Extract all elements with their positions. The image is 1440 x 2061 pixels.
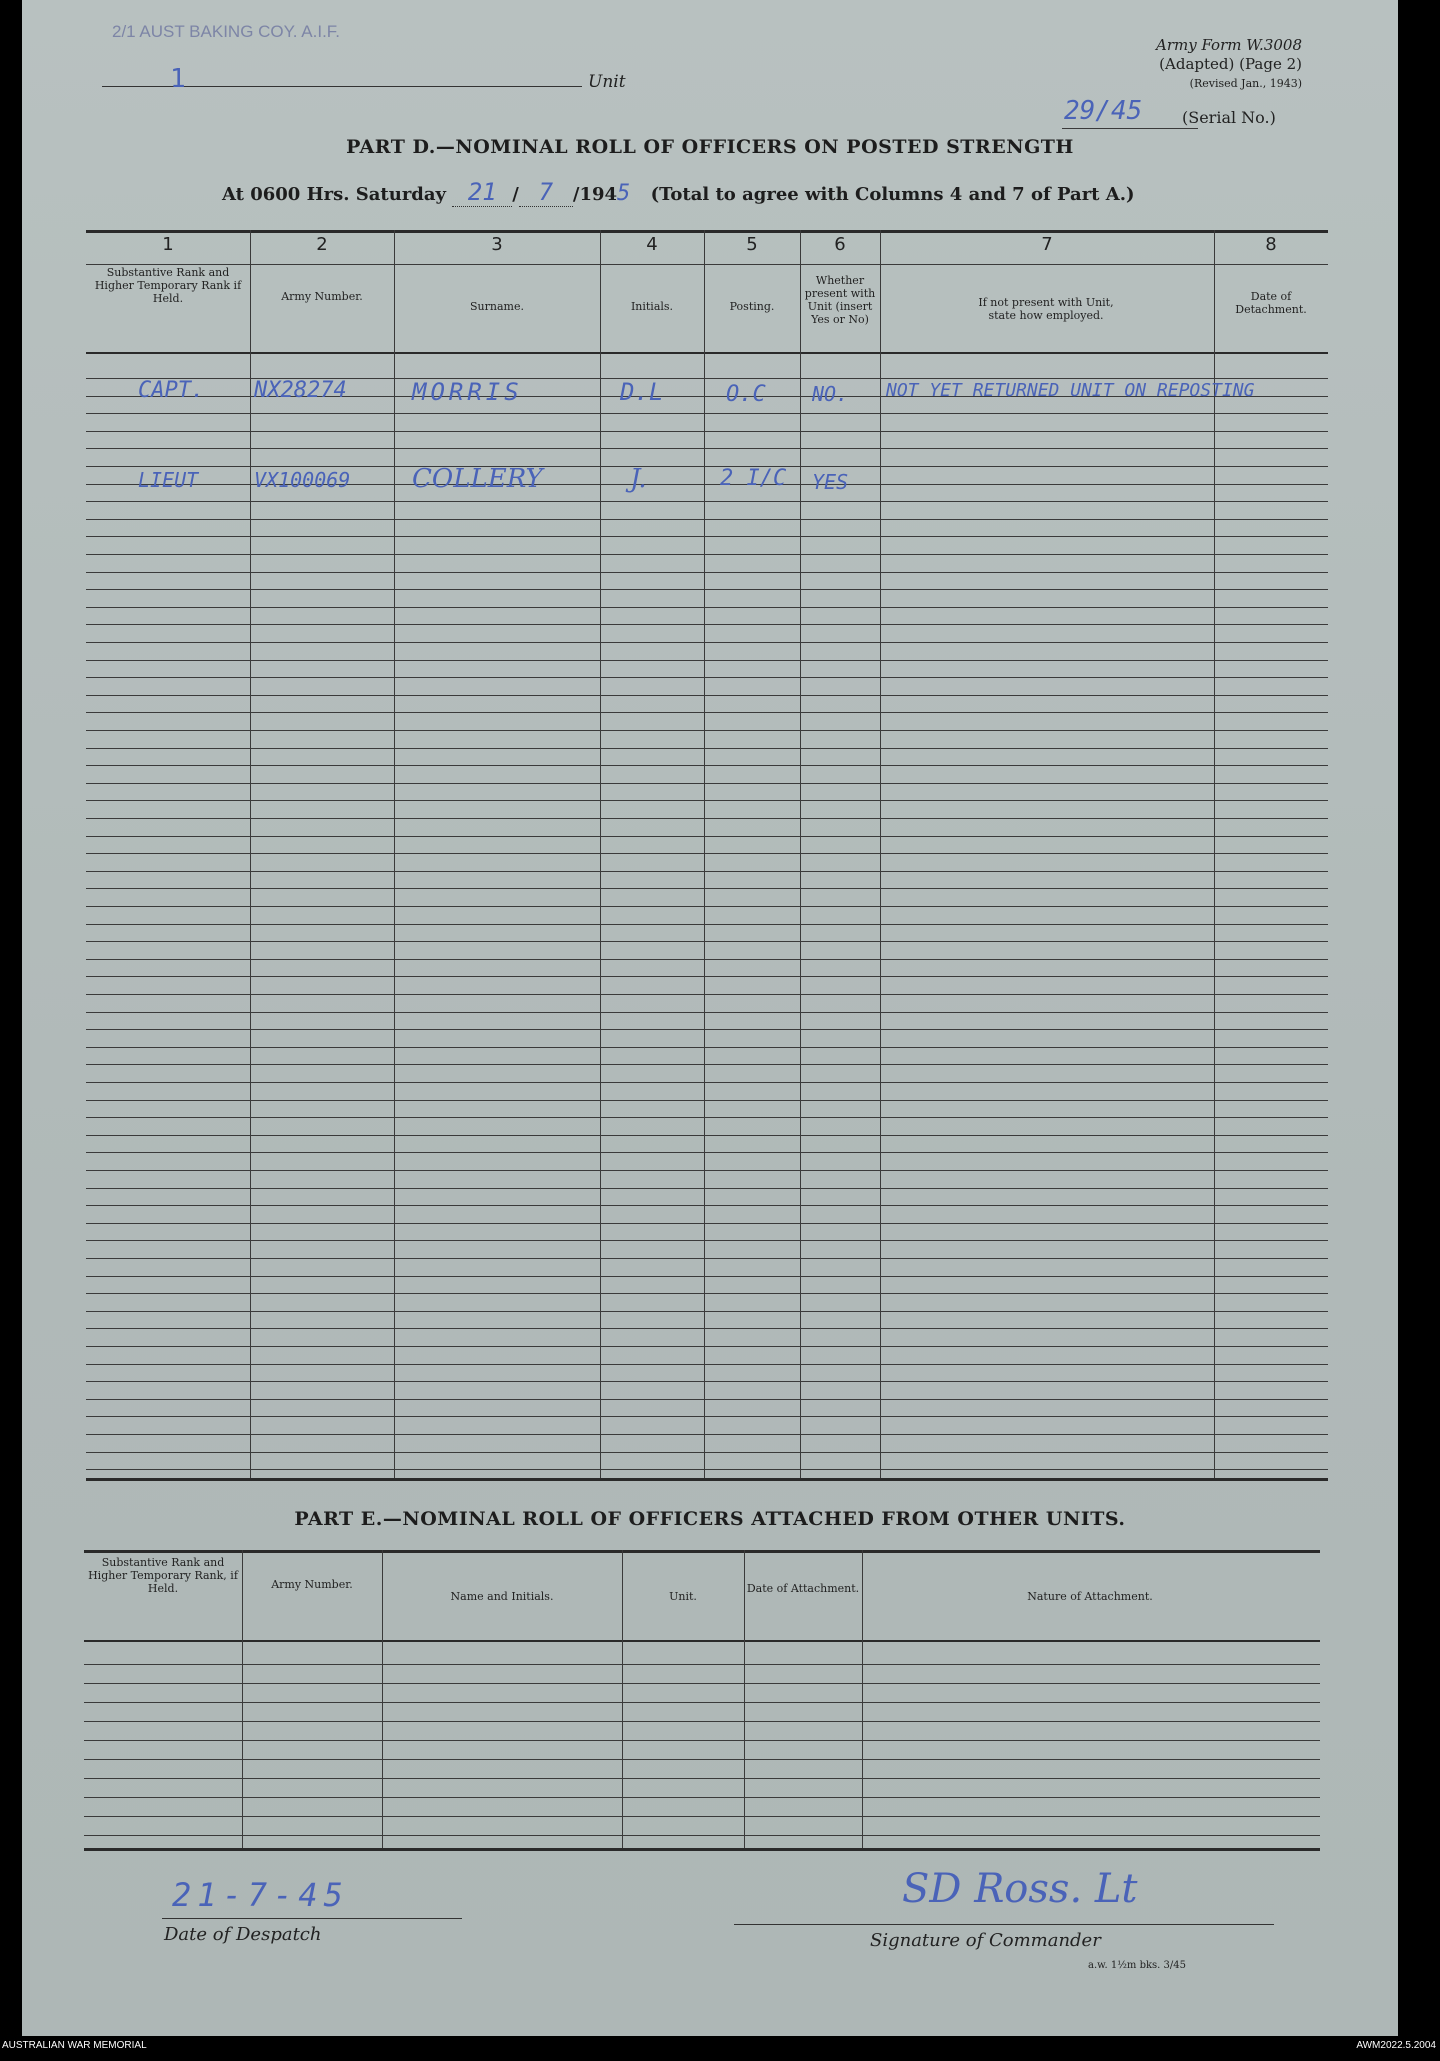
part-e-header-unit: Unit. — [669, 1590, 697, 1603]
column-number-4: 4 — [646, 234, 658, 255]
ruled-line — [86, 730, 1328, 731]
row-2-present: YES — [812, 470, 849, 494]
ruled-line — [84, 1759, 1320, 1760]
ruled-line — [86, 1469, 1328, 1470]
ruled-line — [84, 1721, 1320, 1722]
ruled-line — [86, 1170, 1328, 1171]
ruled-line — [86, 1188, 1328, 1189]
ruled-line — [86, 448, 1328, 449]
row-2-surname: COLLERY — [412, 464, 543, 494]
row-1-army-number: NX28274 — [254, 378, 347, 403]
part-e-top-border — [84, 1550, 1320, 1553]
ruled-line — [86, 1434, 1328, 1435]
ruled-line — [86, 431, 1328, 432]
ruled-line — [86, 976, 1328, 977]
unit-stamp: 2/1 AUST BAKING COY. A.I.F. — [112, 22, 341, 41]
part-e-header-date: Date of Attachment. — [746, 1582, 860, 1595]
header-bottom-border — [86, 352, 1328, 354]
ruled-line — [86, 1293, 1328, 1294]
part-e-header-army-number: Army Number. — [271, 1578, 353, 1591]
column-number-1: 1 — [162, 234, 174, 255]
ruled-line — [84, 1835, 1320, 1836]
ruled-line — [86, 1364, 1328, 1365]
column-divider — [862, 1550, 863, 1850]
date-day: 21 — [452, 178, 512, 207]
row-2-initials: J. — [630, 464, 647, 494]
form-page — [22, 0, 1398, 2036]
ruled-line — [86, 748, 1328, 749]
row-2-rank: LIEUT — [138, 468, 199, 492]
column-number-5: 5 — [746, 234, 758, 255]
header-rank: Substantive Rank and Higher Temporary Rank if Held. — [94, 266, 242, 305]
ruled-line — [86, 1029, 1328, 1030]
serial-number-value: 29/45 — [1064, 96, 1143, 126]
ruled-line — [84, 1664, 1320, 1665]
row-2-posting: 2 I/C — [720, 466, 787, 491]
row-1-initials: D.L — [620, 378, 664, 406]
ruled-line — [86, 871, 1328, 872]
column-number-7: 7 — [1041, 234, 1053, 255]
part-e-header-nature: Nature of Attachment. — [1027, 1590, 1153, 1603]
ruled-line — [86, 607, 1328, 608]
ruled-line — [86, 783, 1328, 784]
part-d-title: PART D.—NOMINAL ROLL OF OFFICERS ON POSTED STRENGTH — [346, 136, 1074, 158]
header-detachment: Date of Detachment. — [1235, 290, 1307, 316]
ruled-line — [86, 624, 1328, 625]
ruled-line — [86, 1047, 1328, 1048]
ruled-line — [84, 1702, 1320, 1703]
row-1-employed: NOT YET RETURNED UNIT ON REPOSTING — [886, 380, 1255, 401]
column-divider — [622, 1550, 623, 1850]
ruled-line — [86, 660, 1328, 661]
print-note: a.w. 1½m bks. 3/45 — [1088, 1960, 1186, 1971]
ruled-line — [86, 1452, 1328, 1453]
ruled-line — [86, 1276, 1328, 1277]
signature-underline — [734, 1924, 1274, 1925]
archive-caption-left: AUSTRALIAN WAR MEMORIAL — [2, 2040, 147, 2051]
table-top-border — [86, 230, 1328, 233]
ruled-line — [86, 994, 1328, 995]
part-e-header-rank: Substantive Rank and Higher Temporary Rank, if Held. — [88, 1556, 238, 1595]
row-1-surname: MORRIS — [412, 378, 523, 406]
ruled-line — [86, 853, 1328, 854]
ruled-line — [86, 1258, 1328, 1259]
ruled-line — [86, 554, 1328, 555]
ruled-line — [86, 1381, 1328, 1382]
ruled-line — [86, 888, 1328, 889]
header-surname: Surname. — [470, 300, 524, 313]
header-posting: Posting. — [729, 300, 775, 313]
form-line-2: (Adapted) (Page 2) — [1159, 55, 1302, 73]
column-divider — [382, 1550, 383, 1850]
ruled-line — [86, 536, 1328, 537]
date-month: 7 — [519, 178, 573, 207]
form-line-3: (Revised Jan., 1943) — [1189, 77, 1302, 90]
ruled-line — [86, 1346, 1328, 1347]
ruled-line — [86, 413, 1328, 414]
archive-caption-right: AWM2022.5.2004 — [1356, 2040, 1436, 2051]
ruled-line — [86, 1223, 1328, 1224]
date-year-digit: 5 — [617, 181, 631, 206]
signature-label: Signature of Commander — [870, 1930, 1101, 1951]
ruled-line — [86, 677, 1328, 678]
ruled-line — [86, 1311, 1328, 1312]
ruled-line — [86, 572, 1328, 573]
ruled-line — [86, 1100, 1328, 1101]
serial-label: (Serial No.) — [1182, 108, 1276, 127]
ruled-line — [86, 836, 1328, 837]
date-year-prefix: /194 — [572, 184, 618, 205]
part-e-table — [84, 1550, 1320, 1850]
ruled-line — [86, 1205, 1328, 1206]
serial-underline — [1062, 128, 1198, 129]
table-bottom-border — [86, 1478, 1328, 1481]
ruled-line — [86, 800, 1328, 801]
part-d-time-line: At 0600 Hrs. Saturday 21 / 7 /1945 (Total to agree with Columns 4 and 7 of Part A.) — [222, 178, 1135, 206]
part-e-header-bottom — [84, 1640, 1320, 1642]
despatch-date-value: 21-7-45 — [172, 1876, 349, 1914]
army-form-reference — [1092, 36, 1302, 93]
ruled-line — [84, 1797, 1320, 1798]
ruled-line — [86, 1328, 1328, 1329]
ruled-line — [86, 1117, 1328, 1118]
unit-label: Unit — [588, 72, 626, 92]
column-number-6: 6 — [834, 234, 846, 255]
ruled-line — [86, 695, 1328, 696]
ruled-line — [86, 924, 1328, 925]
despatch-label: Date of Despatch — [164, 1924, 322, 1945]
ruled-line — [86, 941, 1328, 942]
ruled-line — [86, 818, 1328, 819]
ruled-line — [86, 1152, 1328, 1153]
time-prefix: At 0600 Hrs. Saturday — [222, 184, 447, 205]
ruled-line — [86, 1082, 1328, 1083]
column-number-divider — [86, 264, 1328, 265]
ruled-line — [84, 1683, 1320, 1684]
despatch-underline — [162, 1918, 462, 1919]
ruled-line — [86, 1135, 1328, 1136]
ruled-line — [86, 466, 1328, 467]
part-e-header-name: Name and Initials. — [450, 1590, 554, 1603]
ruled-line — [86, 589, 1328, 590]
ruled-line — [84, 1778, 1320, 1779]
row-2-army-number: VX100069 — [254, 468, 351, 492]
column-number-8: 8 — [1265, 234, 1277, 255]
ruled-line — [86, 1012, 1328, 1013]
ruled-line — [84, 1740, 1320, 1741]
form-line-1: Army Form W.3008 — [1156, 36, 1302, 54]
column-number-2: 2 — [316, 234, 328, 255]
time-suffix: (Total to agree with Columns 4 and 7 of Part A.) — [650, 184, 1135, 205]
ruled-line — [86, 501, 1328, 502]
ruled-line — [84, 1816, 1320, 1817]
ruled-line — [86, 519, 1328, 520]
ruled-line — [86, 1416, 1328, 1417]
column-number-3: 3 — [491, 234, 503, 255]
ruled-line — [86, 765, 1328, 766]
column-divider — [744, 1550, 745, 1850]
header-employed: If not present with Unit, state how employed. — [978, 296, 1114, 322]
ruled-line — [86, 1064, 1328, 1065]
part-d-table — [86, 230, 1328, 1480]
column-divider — [242, 1550, 243, 1850]
ruled-line — [86, 1240, 1328, 1241]
ruled-line — [86, 642, 1328, 643]
commander-signature: SD Ross. Lt — [902, 1866, 1138, 1912]
row-1-posting: O.C — [726, 382, 766, 407]
row-1-present: NO. — [812, 382, 849, 406]
header-army-number: Army Number. — [281, 290, 363, 303]
unit-handwritten: 1 — [170, 64, 186, 94]
ruled-line — [86, 906, 1328, 907]
ruled-line — [86, 959, 1328, 960]
ruled-line — [86, 1399, 1328, 1400]
header-initials: Initials. — [630, 300, 674, 313]
row-1-rank: CAPT. — [138, 378, 205, 403]
part-e-title: PART E.—NOMINAL ROLL OF OFFICERS ATTACHED FROM OTHER UNITS. — [294, 1508, 1126, 1530]
ruled-line — [86, 712, 1328, 713]
header-present: Whether present with Unit (insert Yes or No) — [804, 274, 876, 326]
part-e-bottom-border — [84, 1848, 1320, 1851]
